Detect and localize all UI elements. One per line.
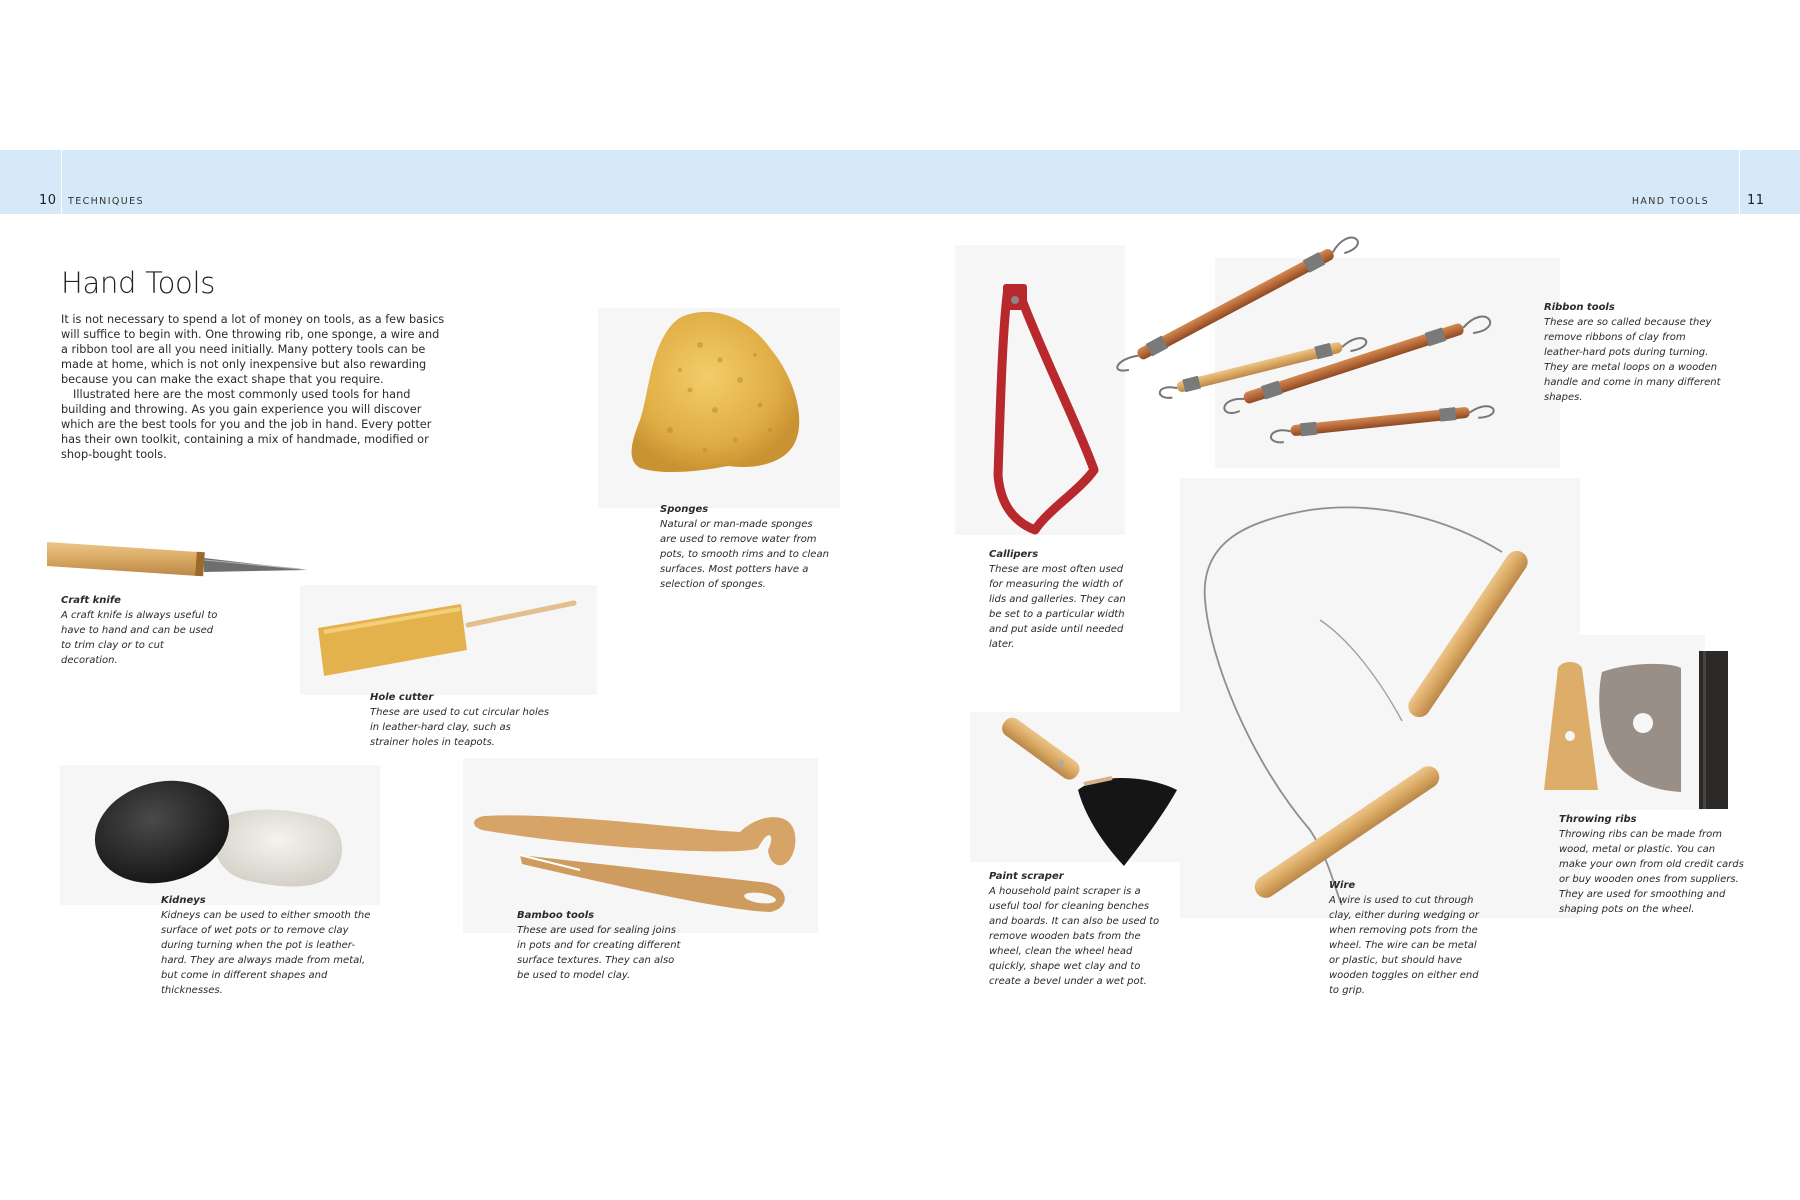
page-title: Hand Tools (61, 266, 216, 300)
sponge-image (632, 312, 800, 472)
callipers-caption (989, 547, 1139, 652)
caption-title: Paint scraper (989, 871, 1064, 882)
caption-text: Natural or man-made sponges are used to remove water from pots, to smooth rims and to clean surfaces. Most potters have a selection of sponges. (660, 519, 829, 590)
bamboo-tools-caption (517, 908, 682, 983)
left-running-head: TECHNIQUES (68, 196, 144, 207)
caption-text: These are most often used for measuring the width of lids and galleries. They can be set to a particular width and put aside until needed later. (989, 564, 1126, 650)
throwing-ribs-image (1544, 651, 1728, 809)
intro-paragraph: It is not necessary to spend a lot of money on tools, as a few basics will suffice to begin with. One throwing rib, one sponge, a wire and a ribbon tool are all you need initially. Many pottery tools can be made at home, which is not only inexpensive but also rewarding because you can make the exact shape that you require. (61, 313, 445, 386)
right-running-head: HAND TOOLS (1631, 196, 1709, 207)
caption-title: Wire (1329, 880, 1356, 891)
hole-cutter-image (318, 603, 574, 676)
caption-title: Sponges (660, 504, 709, 515)
paint-scraper-image (999, 714, 1177, 866)
caption-text: Throwing ribs can be made from wood, metal or plastic. You can make your own from old credit cards or buy wooden ones from suppliers. They are used for smoothing and shaping pots on the wheel. (1559, 829, 1744, 915)
craft-knife-image (47, 542, 307, 576)
craft-knife-caption (61, 593, 221, 668)
caption-text: These are used for sealing joins in pots and for creating different surface textures. They can also be used to model clay. (517, 925, 681, 981)
kidneys-image (84, 767, 342, 897)
ribbon-tools-image (1114, 233, 1495, 443)
right-page-number: 11 (1747, 193, 1765, 208)
caption-text: A wire is used to cut through clay, either during wedging or when removing pots from the wheel. The wire can be metal or plastic, but should have wooden toggles on either end to grip. (1329, 895, 1479, 996)
ribbon-tools-caption (1544, 300, 1724, 405)
caption-text: A household paint scraper is a useful tool for cleaning benches and boards. It can also be used to remove wooden bats from the wheel, clean the wheel head quickly, shape wet clay and to create a bevel under a wet pot. (989, 886, 1160, 987)
caption-text: A craft knife is always useful to have to hand and can be used to trim clay or to cut decoration. (61, 610, 218, 666)
hole-cutter-caption (370, 690, 550, 750)
throwing-ribs-caption (1559, 812, 1744, 917)
caption-text: These are so called because they remove ribbons of clay from leather-hard pots during turning. They are metal loops on a wooden handle and come in many different shapes. (1544, 317, 1721, 403)
wire-caption (1329, 878, 1489, 998)
left-page-number: 10 (39, 193, 57, 208)
caption-text: Kidneys can be used to either smooth the surface of wet pots or to remove clay during turning when the pot is leather-hard. They are always made from metal, but come in different shapes and thicknesses. (161, 910, 371, 996)
intro-paragraph: Illustrated here are the most commonly used tools for hand building and throwing. As you gain experience you will discover which are the best tools for you and the job in hand. Every potter has their own toolkit, containing a mix of handmade, modified or shop-bought tools. (61, 388, 432, 461)
caption-title: Kidneys (161, 895, 206, 906)
sponges-caption (660, 502, 830, 592)
caption-title: Ribbon tools (1544, 302, 1615, 313)
caption-title: Callipers (989, 549, 1039, 560)
paint-scraper-caption (989, 869, 1169, 989)
caption-title: Throwing ribs (1559, 814, 1637, 825)
caption-title: Bamboo tools (517, 910, 595, 921)
caption-text: These are used to cut circular holes in leather-hard clay, such as strainer holes in teapots. (370, 707, 550, 748)
wire-image (1205, 507, 1532, 905)
kidneys-caption (161, 893, 371, 998)
callipers-image (998, 284, 1094, 530)
bamboo-tools-image (474, 815, 795, 912)
caption-title: Craft knife (61, 595, 121, 606)
caption-title: Hole cutter (370, 692, 434, 703)
